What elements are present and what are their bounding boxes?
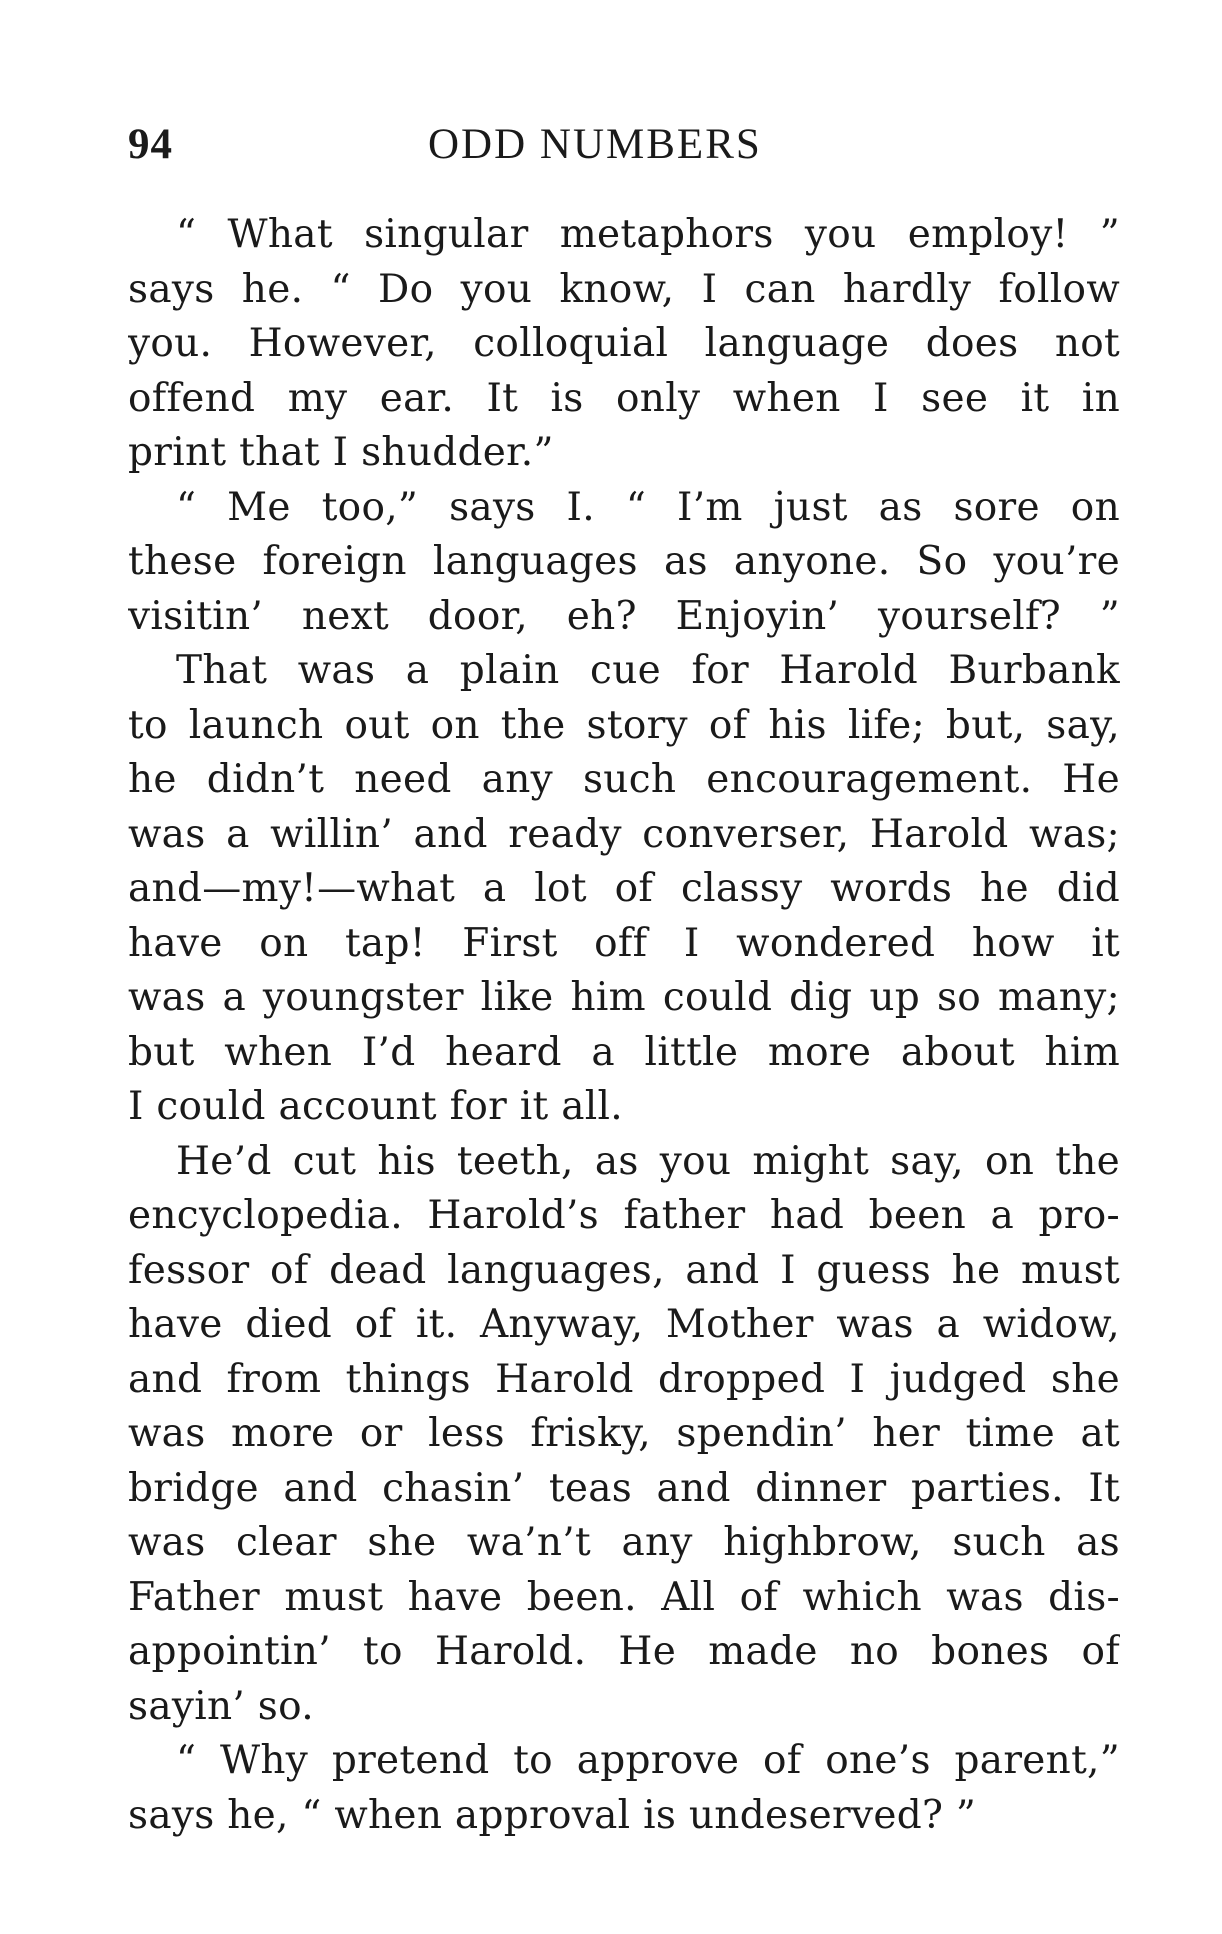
page-header	[128, 120, 1128, 180]
page-number: 94	[128, 121, 173, 168]
text-line: Father must have been. All of which was dis-	[128, 1574, 1120, 1620]
body-text	[128, 208, 1120, 1843]
text-line: he didn’t need any such encouragement. He	[128, 757, 1120, 802]
paragraph	[128, 481, 1120, 645]
paragraph	[128, 1734, 1120, 1843]
text-line: appointin’ to Harold. He made no bones of	[128, 1629, 1120, 1674]
paragraph	[128, 644, 1120, 1135]
text-line: was a youngster like him could dig up so many;	[128, 975, 1120, 1020]
running-head: ODD NUMBERS	[428, 121, 762, 168]
text-line: I could account for it all.	[128, 1084, 623, 1129]
text-line: was clear she wa’n’t any highbrow, such as	[128, 1520, 1120, 1565]
text-line: was more or less frisky, spendin’ her time at	[128, 1411, 1120, 1456]
text-line: fessor of dead languages, and I guess he must	[128, 1247, 1120, 1293]
text-line: have died of it. Anyway, Mother was a widow,	[128, 1302, 1120, 1347]
text-line: was a willin’ and ready converser, Harold was;	[128, 811, 1120, 857]
text-line: but when I’d heard a little more about him	[128, 1029, 1120, 1075]
text-line: visitin’ next door, eh? Enjoyin’ yourself? ”	[128, 593, 1120, 639]
text-line: these foreign languages as anyone. So you’re	[128, 539, 1120, 584]
text-line: says he, “ when approval is undeserved? ”	[128, 1792, 977, 1838]
text-line: encyclopedia. Harold’s father had been a pro-	[128, 1193, 1120, 1238]
text-line: sayin’ so.	[128, 1683, 314, 1729]
text-line: “ Why pretend to approve of one’s parent,”	[176, 1738, 1120, 1783]
paragraph	[128, 1135, 1120, 1735]
text-line: and from things Harold dropped I judged she	[128, 1356, 1120, 1402]
text-line: He’d cut his teeth, as you might say, on the	[176, 1138, 1120, 1184]
text-line: That was a plain cue for Harold Burbank	[176, 648, 1120, 693]
text-line: have on tap! First off I wondered how it	[128, 920, 1120, 966]
text-line: offend my ear. It is only when I see it in	[128, 375, 1120, 421]
text-line: to launch out on the story of his life; but, say,	[128, 702, 1120, 748]
paragraph	[128, 208, 1120, 481]
text-line: bridge and chasin’ teas and dinner parties. It	[128, 1465, 1120, 1511]
text-line: says he. “ Do you know, I can hardly follow	[128, 266, 1120, 312]
text-line: “ Me too,” says I. “ I’m just as sore on	[176, 484, 1120, 530]
text-line: print that I shudder.”	[128, 430, 554, 475]
text-line: and—my!—what a lot of classy words he did	[128, 866, 1120, 911]
text-line: you. However, colloquial language does not	[128, 321, 1120, 366]
text-line: “ What singular metaphors you employ! ”	[176, 212, 1120, 257]
